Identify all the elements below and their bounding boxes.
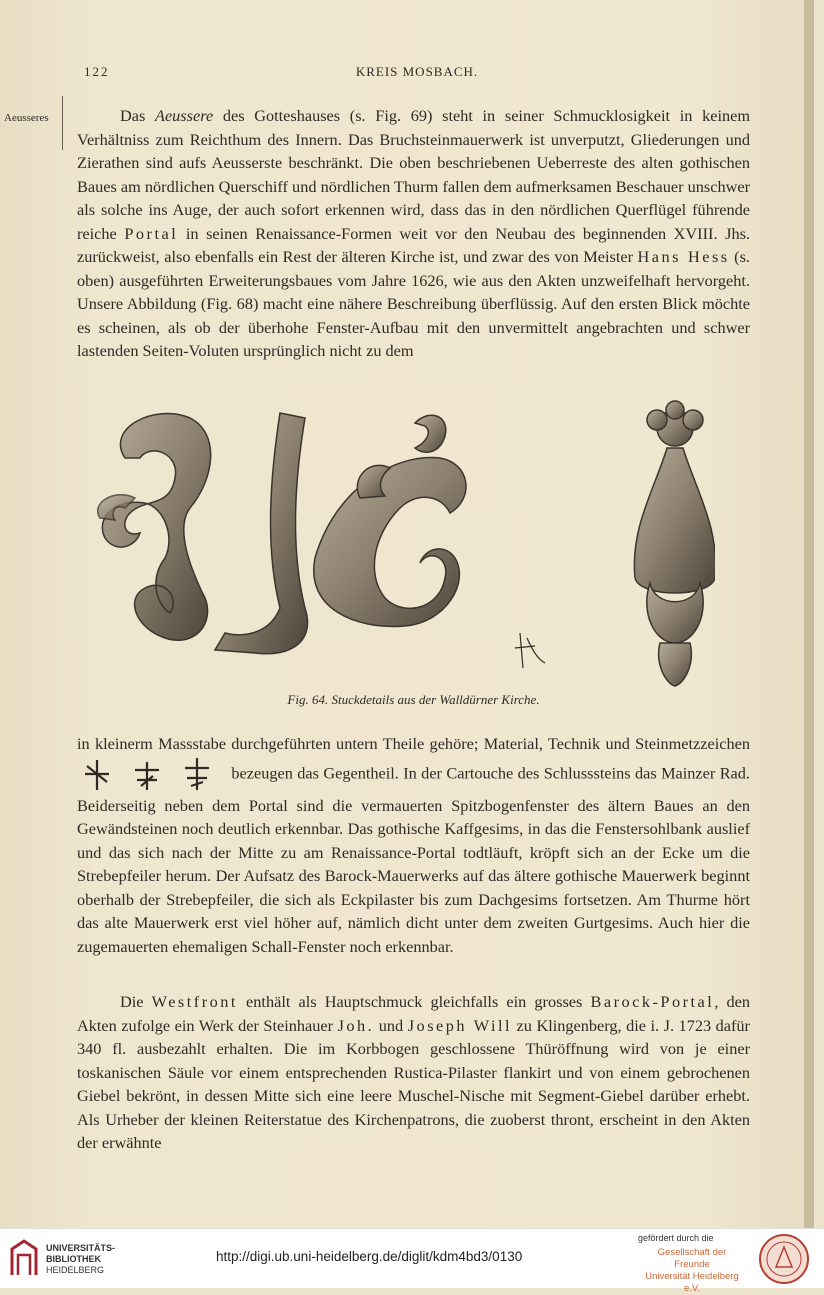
acanthus-center (215, 413, 466, 654)
paragraph-2: in kleinerm Massstabe durchgeführten untern Theile gehöre; Material, Technik und Steinmetzzeichen bezeugen das Gegentheil. In der Cartouche des Schlusssteins das Mainzer Rad. Beiderseitig neben dem Portal sind die vermauerten Spitzbogenfenster des ältern Baues an den Gewändsteinen noch deutlich erkennbar. Das gothische Kaffgesims, in das die Fenstersohlbank auslief und das sich nach der Mitte zu am Renaissance-Portal todtläuft, kröpft sich an der Ecke um die Strebepfeiler herum. Der Aufsatz des Barock-Mauerwerks auf das ältere gothische Mauerwerk beginnt oberhalb der Strebepfeiler, die sich als Eckpilaster bis zum Dachgesims fortsetzen. Am Thurme hört das alte Mauerwerk erst viel höher auf, nämlich dicht unter dem zweiten Gurtgesims. Auch hier die zugemauerten ehemaligen Schall-Fenster noch erkennbar. (77, 734, 750, 956)
artist-monogram (515, 633, 545, 668)
margin-note: Aeusseres (4, 112, 49, 124)
library-name: UNIVERSITÄTS- BIBLIOTHEK HEIDELBERG (46, 1243, 116, 1275)
paragraph-3: Die Westfront enthält als Hauptschmuck gleichfalls ein grosses Barock-Portal, den Akten zufolge ein Werk der Steinhauer Joh. und Joseph Will zu Klingenberg, die i. J. 1723 dafür 340 fl. ausbezahlt erhalten. Die im Korbbogen geschlossene Thüröffnung wird von je einer toskanischen Säule vor einem entsprechenden Rustica-Pilaster flankirt und von einem gebrochenen Giebel bekrönt, in dessen Mitte sich eine leere Muschel-Nische mit Segment-Giebel darüber erhebt. Als Urheber der kleinen Reiterstatue des Kirchenpatrons, die zuoberst thront, erscheint in den Akten der erwähnte (77, 992, 751, 1152)
emph-westfront: Westfront (151, 992, 238, 1011)
mason-marks (77, 756, 227, 794)
emph-aeussere: Aeussere (155, 106, 214, 125)
university-seal-icon (758, 1233, 810, 1285)
funded-by-label: gefördert durch die (638, 1233, 714, 1243)
footer-bar (0, 1228, 824, 1294)
page-number: 122 (84, 64, 110, 79)
figure-stucco-details (95, 398, 715, 690)
page-edge (804, 0, 814, 1228)
running-header (84, 64, 750, 84)
paragraph-1: Das Aeussere des Gotteshauses (s. Fig. 69) steht in seiner Schmucklosigkeit in keinem Verhältniss zum Reichthum des Innern. Das Bruchsteinmauerwerk ist unverputzt, Gliederungen und Zierathen sind aufs Aeusserste beschränkt. Die oben beschriebenen Ueberreste des alten gothischen Baues am nördlichen Querschiff und nördlichen Thurm fallen dem aufmerksamen Beschauer unschwer als solche ins Auge, der auch sofort erkennen wird, dass das in den nördlichen Querflügel führende reiche Portal in seinen Renaissance-Formen weit vor den Neubau des beginnenden XVIII. Jhs. zurückweist, also ebenfalls ein Rest der älteren Kirche ist, und zwar des von Meister Hans Hess (s. oben) ausgeführten Erweiterungsbaues vom Jahre 1626, wie aus den Akten unzweifelhaft hervorgeht. Unsere Abbildung (Fig. 68) macht eine nähere Beschreibung überflüssig. Auf den ersten Blick möchte es scheinen, als ob der überhohe Fenster-Aufbau mit den unvermittelt angebrachten und schwer lastenden Seiten-Voluten ursprünglich nicht zu dem (77, 106, 751, 360)
library-logo-icon (8, 1237, 40, 1279)
emph-barock-portal: Barock-Portal (590, 992, 715, 1011)
pendant-ornament (634, 401, 715, 686)
running-title: KREIS MOSBACH. (355, 64, 479, 79)
acanthus-left (98, 414, 211, 641)
society-name: Gesellschaft der Freunde Universität Heidelberg e.V. (645, 1247, 739, 1294)
emph-joseph-will: Joseph Will (407, 1015, 513, 1035)
emph-joh: Joh. (337, 1015, 375, 1035)
permalink-url[interactable]: http://digi.ub.uni-heidelberg.de/diglit/kdm4bd3/0130 (216, 1249, 523, 1264)
figure-caption: Fig. 64. Stuckdetails aus der Walldürner Kirche. (287, 692, 540, 707)
emph-hans-hess: Hans Hess (637, 247, 730, 266)
margin-rule (62, 96, 63, 150)
emph-portal: Portal (124, 223, 179, 243)
